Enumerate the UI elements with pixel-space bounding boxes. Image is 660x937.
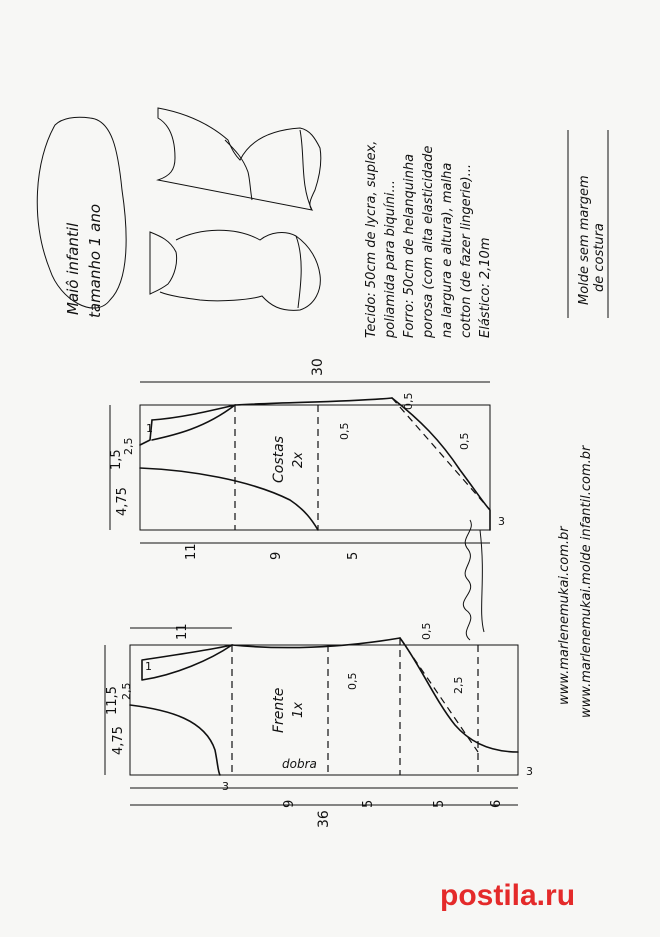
back-gap-d: 0,5: [458, 432, 471, 450]
front-width-top: 11,5: [105, 686, 120, 715]
front-seg-4: 6: [489, 799, 504, 808]
materials-line-7: Elástico: 2,10m: [478, 237, 493, 338]
front-total-height: 36: [316, 810, 332, 828]
back-total-height: 30: [310, 358, 326, 376]
materials-line-3: Forro: 50cm de helanquinha: [402, 153, 417, 338]
front-gap-b: 0,5: [346, 672, 359, 690]
front-piece-name: Frente: [271, 687, 287, 733]
website-1: www.marlenemukai.com.br: [557, 526, 572, 705]
postila-logo: [415, 870, 645, 918]
swimsuit-front-sketch: [150, 230, 320, 310]
back-piece-name: Costas: [271, 436, 287, 483]
front-width-mid: 2,5: [120, 682, 133, 700]
back-width-low: 4,75: [115, 487, 130, 516]
front-gap-d: 2,5: [452, 676, 465, 694]
title-line2: tamanho 1 ano: [86, 203, 104, 318]
swimsuit-back-sketch: [158, 108, 321, 210]
front-seg-1: 9: [282, 799, 297, 808]
front-width-low: 4,75: [111, 726, 126, 755]
back-bottom: 3: [498, 515, 505, 528]
back-width-top: 1,5: [109, 449, 124, 470]
front-fold-label: dobra: [282, 757, 317, 771]
note-line1: Molde sem margem: [577, 175, 592, 305]
signature: [463, 520, 484, 640]
materials-block: [364, 141, 493, 339]
front-seg-3: 5: [432, 799, 447, 808]
front-seg-2: 5: [361, 799, 376, 808]
front-bottom: 3: [526, 765, 533, 778]
front-gap-a: 1: [145, 660, 152, 673]
back-piece-qty: 2x: [291, 452, 306, 468]
back-gap-b: 0,5: [338, 422, 351, 440]
title-line1: Maiô infantil: [64, 222, 82, 315]
front-piece-qty: 1x: [291, 702, 306, 718]
back-piece: [109, 358, 505, 560]
front-piece: [105, 623, 533, 829]
materials-line-4: porosa (com alta elasticidade: [421, 145, 436, 338]
front-top-seg: 11: [175, 623, 190, 640]
seam-allowance-note: [568, 130, 608, 318]
materials-line-2: poliamida para biquíni...: [383, 180, 398, 338]
back-gap-c: 0,5: [402, 392, 415, 410]
website-block: [557, 444, 594, 718]
back-width-mid: 2,5: [122, 437, 135, 455]
website-2: www.marlenemukai.molde infantil.com.br: [579, 445, 594, 718]
front-gap-c: 0,5: [420, 622, 433, 640]
back-seg-3: 5: [346, 551, 361, 560]
back-gap-a: 1: [146, 422, 153, 435]
back-seg-1: 11: [184, 543, 199, 560]
materials-line-6: cotton (de fazer lingerie)...: [459, 163, 474, 338]
back-seg-2: 9: [269, 551, 284, 560]
note-line2: de costura: [592, 223, 607, 292]
title-cloud: [37, 117, 126, 318]
materials-line-5: na largura e altura), malha: [440, 162, 455, 338]
logo-text: postila.ru: [440, 879, 576, 912]
front-gap-e: 3: [222, 780, 229, 793]
materials-line-1: Tecido: 50cm de lycra, suplex,: [364, 140, 379, 338]
